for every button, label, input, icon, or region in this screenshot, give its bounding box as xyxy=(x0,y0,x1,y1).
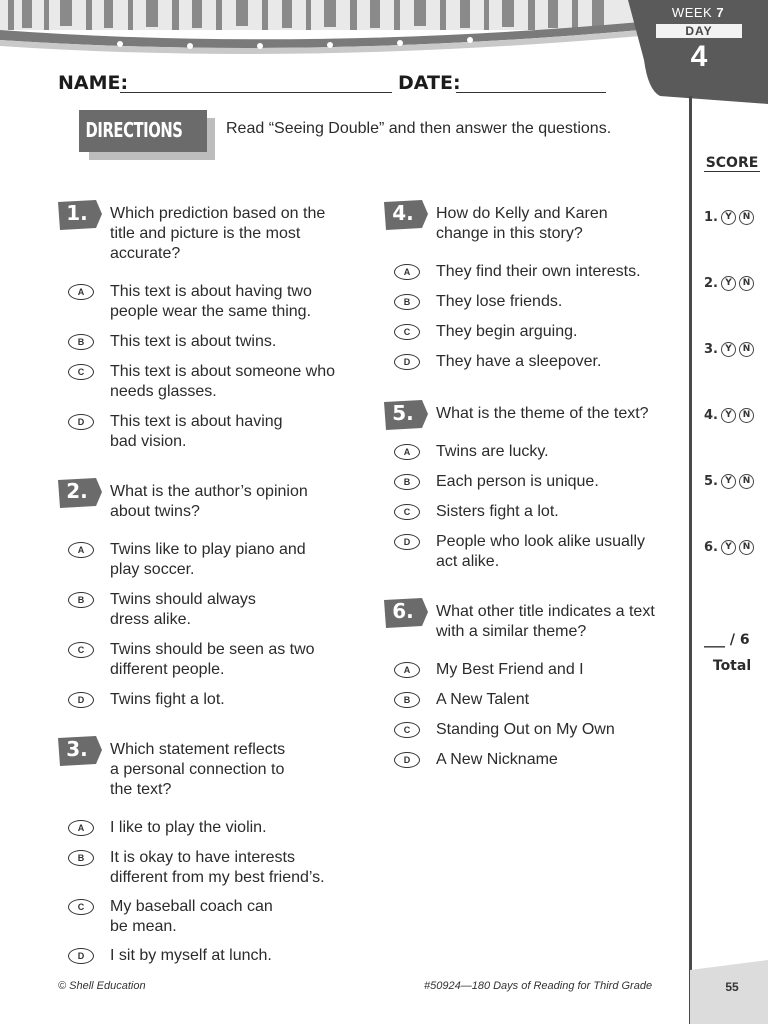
book-title: #50924—180 Days of Reading for Third Grade xyxy=(424,980,653,992)
answer-bubble-c[interactable]: C xyxy=(68,642,94,658)
answer-text: dress alike. xyxy=(110,611,191,628)
score-row xyxy=(704,342,754,357)
directions-label: DIRECTIONS xyxy=(85,118,183,142)
question-number: 4. xyxy=(392,201,414,225)
answer-text: My baseball coach can xyxy=(110,898,273,915)
answer-bubble-a[interactable]: A xyxy=(68,284,94,300)
answer-text: People who look alike usually xyxy=(436,533,646,550)
answer-text: Twins should always xyxy=(110,591,256,608)
answer-text: A New Nickname xyxy=(436,751,558,768)
question-text: about twins? xyxy=(110,503,200,520)
copyright: © Shell Education xyxy=(58,980,146,992)
score-yes-bubble[interactable]: Y xyxy=(721,210,736,225)
answer-text: needs glasses. xyxy=(110,383,217,400)
question-number: 3. xyxy=(66,737,88,761)
page-number: 55 xyxy=(725,980,739,994)
answer-bubble-b[interactable]: B xyxy=(68,334,94,350)
name-field[interactable] xyxy=(120,74,392,93)
score-heading: SCORE xyxy=(705,155,759,171)
question-number: 2. xyxy=(66,479,88,503)
week-label: WEEK 7 xyxy=(671,5,725,20)
score-yes-bubble[interactable]: Y xyxy=(721,408,736,423)
score-yes-bubble[interactable]: Y xyxy=(721,342,736,357)
answer-text: My Best Friend and I xyxy=(436,661,584,678)
answer-bubble-a[interactable]: A xyxy=(394,444,420,460)
day-number: 4 xyxy=(690,40,708,73)
answer-text: different from my best friend’s. xyxy=(110,869,325,886)
answer-bubble-a[interactable]: A xyxy=(394,662,420,678)
score-no-bubble[interactable]: N xyxy=(739,540,754,555)
answer-text: I sit by myself at lunch. xyxy=(110,947,272,964)
answer-text: Twins fight a lot. xyxy=(110,691,225,708)
answer-bubble-b[interactable]: B xyxy=(394,294,420,310)
answer-bubble-d[interactable]: D xyxy=(394,752,420,768)
question-number: 5. xyxy=(392,401,414,425)
answer-bubble-d[interactable]: D xyxy=(68,414,94,430)
answer-bubble-d[interactable]: D xyxy=(394,354,420,370)
answer-bubble-c[interactable]: C xyxy=(394,324,420,340)
answer-bubble-b[interactable]: B xyxy=(68,592,94,608)
question-text: What is the author’s opinion xyxy=(110,483,308,500)
score-row xyxy=(704,474,754,489)
score-row-number: 4. xyxy=(704,408,718,423)
question-number: 1. xyxy=(66,201,88,225)
question-text: How do Kelly and Karen xyxy=(436,205,608,222)
answer-bubble-b[interactable]: B xyxy=(68,850,94,866)
answer-bubble-c[interactable]: C xyxy=(68,899,94,915)
answer-text: Twins are lucky. xyxy=(436,443,549,460)
answer-text: be mean. xyxy=(110,918,177,935)
question-number: 6. xyxy=(392,599,414,623)
answer-text: Sisters fight a lot. xyxy=(436,503,559,520)
answer-bubble-a[interactable]: A xyxy=(68,542,94,558)
date-label: DATE: xyxy=(398,72,461,94)
answer-text: Twins like to play piano and xyxy=(110,541,306,558)
answer-bubble-b[interactable]: B xyxy=(394,692,420,708)
question-text: What other title indicates a text xyxy=(436,603,655,620)
day-label: DAY xyxy=(656,24,742,38)
score-no-bubble[interactable]: N xyxy=(739,408,754,423)
question-text: change in this story? xyxy=(436,225,583,242)
question-text: title and picture is the most xyxy=(110,225,301,242)
total-label: Total xyxy=(712,658,752,674)
score-divider xyxy=(689,96,692,1024)
answer-text: They lose friends. xyxy=(436,293,563,310)
answer-text: people wear the same thing. xyxy=(110,303,312,320)
score-row xyxy=(704,210,754,225)
answer-bubble-d[interactable]: D xyxy=(68,692,94,708)
score-no-bubble[interactable]: N xyxy=(739,276,754,291)
answer-text: I like to play the violin. xyxy=(110,819,267,836)
score-row xyxy=(704,540,754,555)
score-row xyxy=(704,408,754,423)
score-yes-bubble[interactable]: Y xyxy=(721,474,736,489)
answer-text: This text is about someone who xyxy=(110,363,336,380)
answer-text: They find their own interests. xyxy=(436,263,641,280)
answer-text: They have a sleepover. xyxy=(436,353,602,370)
answer-text: It is okay to have interests xyxy=(110,849,295,866)
score-row-number: 2. xyxy=(704,276,718,291)
answer-bubble-d[interactable]: D xyxy=(394,534,420,550)
answer-text: play soccer. xyxy=(110,561,195,578)
score-yes-bubble[interactable]: Y xyxy=(721,540,736,555)
question-text: What is the theme of the text? xyxy=(436,405,649,422)
answer-text: A New Talent xyxy=(436,691,530,708)
directions-text: Read “Seeing Double” and then answer the questions. xyxy=(226,120,612,137)
date-field[interactable] xyxy=(456,74,606,93)
answer-text: This text is about having two xyxy=(110,283,312,300)
question-text: the text? xyxy=(110,781,172,798)
answer-bubble-b[interactable]: B xyxy=(394,474,420,490)
answer-text: Each person is unique. xyxy=(436,473,599,490)
score-row-number: 6. xyxy=(704,540,718,555)
score-row-number: 1. xyxy=(704,210,718,225)
answer-text: This text is about having xyxy=(110,413,283,430)
question-text: a personal connection to xyxy=(110,761,285,778)
question-text: Which statement reflects xyxy=(110,741,286,758)
question-text: Which prediction based on the xyxy=(110,205,326,222)
score-no-bubble[interactable]: N xyxy=(739,474,754,489)
answer-text: Standing Out on My Own xyxy=(436,721,615,738)
answer-text: They begin arguing. xyxy=(436,323,578,340)
score-yes-bubble[interactable]: Y xyxy=(721,276,736,291)
answer-text: different people. xyxy=(110,661,225,678)
question-text: accurate? xyxy=(110,245,181,262)
answer-bubble-a[interactable]: A xyxy=(68,820,94,836)
name-label: NAME: xyxy=(58,72,129,94)
question-text: with a similar theme? xyxy=(436,623,587,640)
score-row-number: 3. xyxy=(704,342,718,357)
answer-bubble-c[interactable]: C xyxy=(68,364,94,380)
answer-text: bad vision. xyxy=(110,433,187,450)
total-fraction[interactable]: ___ / 6 xyxy=(704,632,750,648)
answer-bubble-c[interactable]: C xyxy=(394,722,420,738)
score-row-number: 5. xyxy=(704,474,718,489)
score-no-bubble[interactable]: N xyxy=(739,342,754,357)
answer-bubble-a[interactable]: A xyxy=(394,264,420,280)
score-row xyxy=(704,276,754,291)
answer-text: This text is about twins. xyxy=(110,333,277,350)
score-no-bubble[interactable]: N xyxy=(739,210,754,225)
answer-text: Twins should be seen as two xyxy=(110,641,315,658)
answer-bubble-d[interactable]: D xyxy=(68,948,94,964)
answer-text: act alike. xyxy=(436,553,500,570)
answer-bubble-c[interactable]: C xyxy=(394,504,420,520)
